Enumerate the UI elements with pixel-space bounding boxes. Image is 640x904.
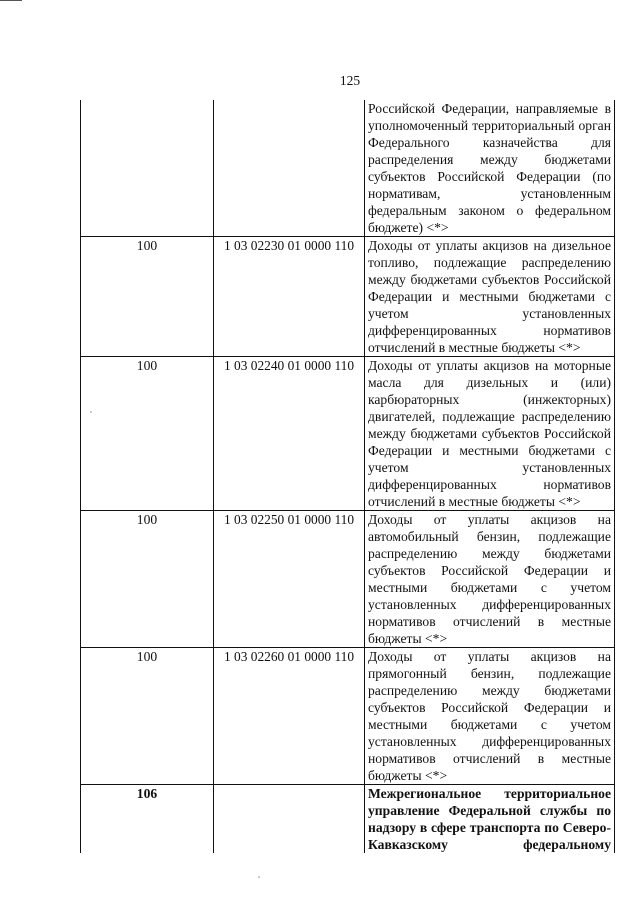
table-row <box>81 785 615 854</box>
revenue-name-cell: Российской Федерации, направляемые в уполномоченный территориальный орган Федерального казначейства для распределения между бюджетами субъектов Российской Федерации (по нормативам, установленным федеральным законом о федеральном бюджете) <*> <box>365 100 615 237</box>
admin-code-cell <box>81 100 214 237</box>
admin-code-cell: 100 <box>81 511 214 648</box>
table-row <box>81 100 615 237</box>
kbk-cell: 1 03 02230 01 0000 110 <box>214 237 365 357</box>
kbk-cell: 1 03 02240 01 0000 110 <box>214 357 365 511</box>
top-edge-mark <box>0 0 22 1</box>
table-row <box>81 648 615 785</box>
table-row <box>81 357 615 511</box>
revenue-name-cell: Доходы от уплаты акцизов на прямогонный бензин, подлежащие распределению между бюджетами субъектов Российской Федерации и местными бюджетами с учетом установленных дифференцированных нормативов отчислений в местные бюджеты <*> <box>365 648 615 785</box>
admin-code-cell: 100 <box>81 357 214 511</box>
kbk-cell: 1 03 02250 01 0000 110 <box>214 511 365 648</box>
revenue-name-cell: Доходы от уплаты акцизов на дизельное топливо, подлежащие распределению между бюджетами субъектов Российской Федерации и местными бюджетами с учетом установленных дифференцированных нормативов отчислений в местные бюджеты <*> <box>365 237 615 357</box>
kbk-cell: 1 03 02260 01 0000 110 <box>214 648 365 785</box>
revenue-table <box>80 100 615 853</box>
admin-code-cell: 106 <box>81 785 214 854</box>
kbk-cell <box>214 100 365 237</box>
page-number: 125 <box>339 73 361 88</box>
admin-code-cell: 100 <box>81 237 214 357</box>
admin-code-cell: 100 <box>81 648 214 785</box>
revenue-name-cell: Межрегиональное территориальное управление Федеральной службы по надзору в сфере транспорта по Северо-Кавказскому федеральному <box>365 785 615 854</box>
revenue-name-cell: Доходы от уплаты акцизов на автомобильный бензин, подлежащие распределению между бюджетами субъектов Российской Федерации и местными бюджетами с учетом установленных дифференцированных нормативов отчислений в местные бюджеты <*> <box>365 511 615 648</box>
table-row <box>81 511 615 648</box>
revenue-name-cell: Доходы от уплаты акцизов на моторные масла для дизельных и (или) карбюраторных (инжекторных) двигателей, подлежащие распределению между бюджетами субъектов Российской Федерации и местными бюджетами с учетом установленных дифференцированных нормативов отчислений в местные бюджеты <*> <box>365 357 615 511</box>
scan-speck <box>90 411 92 413</box>
kbk-cell <box>214 785 365 854</box>
table-row <box>81 237 615 357</box>
scan-speck <box>258 876 260 878</box>
